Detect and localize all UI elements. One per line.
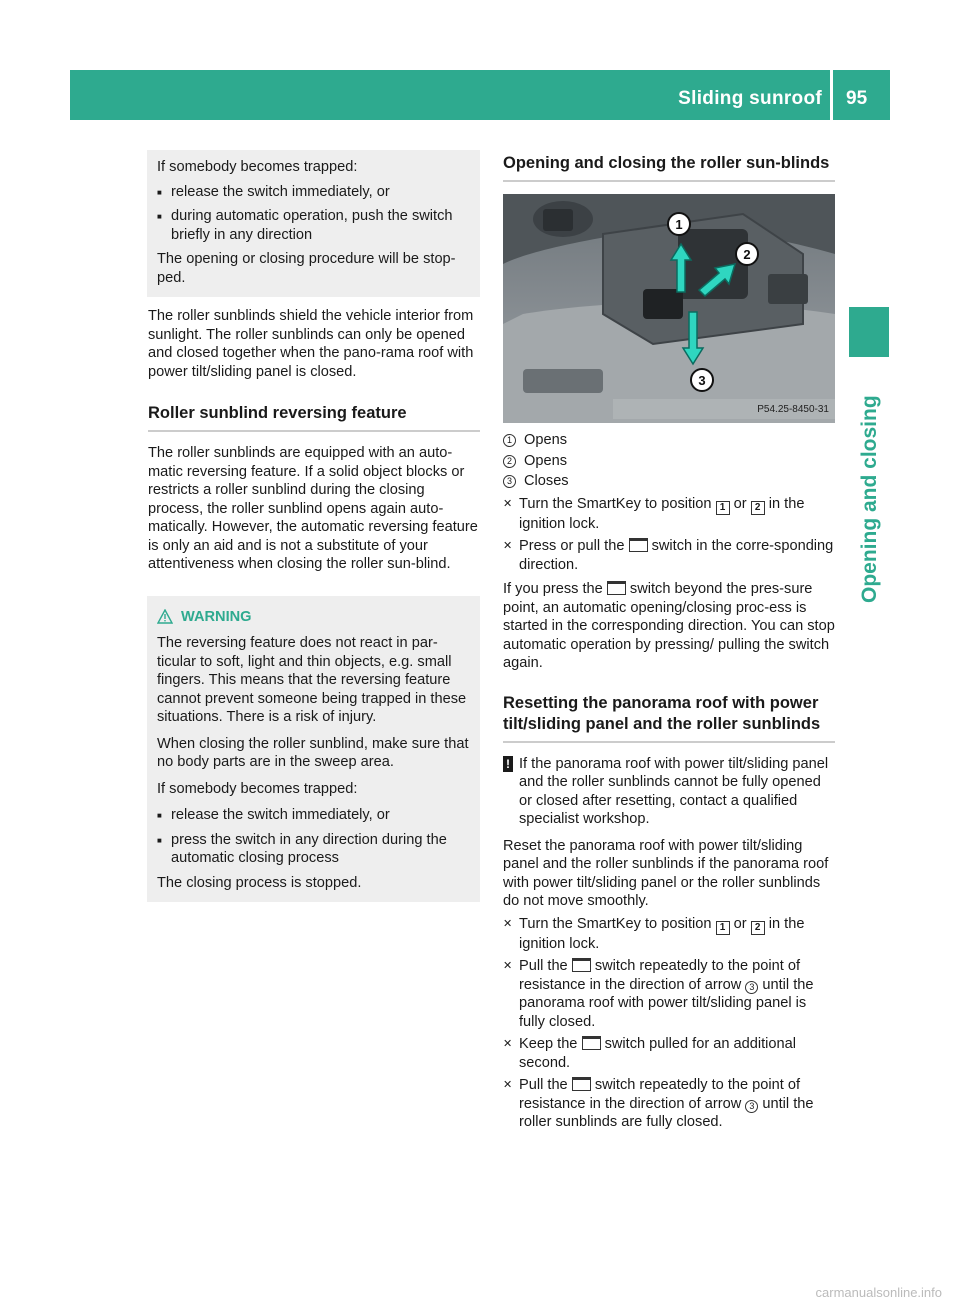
note-text: If the panorama roof with power tilt/sliding panel and the roller sunblinds cannot be fully opened or closed after resetting, contact a qualified specialist workshop. — [519, 755, 829, 827]
instruction-step — [503, 495, 835, 534]
step-text: Turn the SmartKey to position — [519, 495, 712, 512]
instruction-step — [503, 915, 835, 954]
instruction-step — [503, 537, 835, 574]
side-chapter-label: Opening and closing — [858, 395, 881, 603]
switch-icon — [607, 581, 626, 595]
step-text: Pull the — [519, 958, 568, 974]
step-text: in the ignition lock. — [519, 915, 805, 952]
legend-item — [503, 472, 835, 491]
trapped-bullet: ■ during automatic operation, push the switch briefly in any direction — [157, 207, 470, 244]
callout-3 — [691, 369, 713, 391]
step-text: Turn the SmartKey to position — [519, 915, 712, 932]
reset-paragraph: Reset the panorama roof with power tilt/sliding panel and the roller sunblinds if the panorama roof with power tilt/sliding panel or the roller sunblinds do not move smoothly. — [503, 837, 829, 909]
left-column — [148, 150, 480, 902]
step-text: until the panorama roof with power tilt/sliding panel is fully closed. — [519, 976, 814, 1030]
warning-text: When closing the roller sunblind, make sure that no body parts are in the sweep area. — [157, 735, 469, 770]
step-text: switch pulled for an additional second. — [519, 1036, 797, 1071]
figure-code: P54.25-8450-31 — [757, 403, 829, 415]
legend-number: 2 — [503, 455, 516, 468]
arrow-number: 3 — [745, 1100, 758, 1113]
legend-text: Opens — [524, 432, 567, 448]
key-position-1: 1 — [716, 921, 730, 935]
warning-bullet: ■ press the switch in any direction during the automatic closing process — [157, 831, 470, 868]
legend-number: 3 — [503, 475, 516, 488]
step-text: Press or pull the — [519, 538, 625, 554]
switch-icon — [572, 1077, 591, 1091]
step-text: until the roller sunblinds are fully closed. — [519, 1095, 814, 1130]
reversing-paragraph: The roller sunblinds are equipped with an auto-matic reversing feature. If a solid object blocks or restricts a roller sunblind during the closing process, the roller sunblind opens again auto-matically. However, the automatic reversing feature is only an aid and is not a substitute of your attentiveness when closing the roller sun-blind. — [148, 445, 478, 572]
paragraph-text: If you press the — [503, 581, 603, 597]
watermark: carmanualsonline.info — [815, 1285, 942, 1300]
auto-operation-paragraph — [503, 580, 835, 673]
arrow-number: 3 — [745, 981, 758, 994]
legend-number: 1 — [503, 434, 516, 447]
roller-heading: Opening and closing the roller sun-blinds — [503, 153, 835, 182]
overhead-control-image — [503, 194, 835, 423]
trapped-info-box — [147, 150, 480, 297]
paragraph-text: switch beyond the pres-sure point, an automatic opening/closing proc-ess is started in the corresponding direction. You can stop automatic operation by pressing/ pulling the switch again. — [503, 581, 835, 671]
legend-item — [503, 452, 835, 471]
note-block — [503, 755, 835, 829]
trapped-intro: If somebody becomes trapped: — [157, 159, 358, 175]
warning-bullet: ■ release the switch immediately, or — [157, 806, 470, 825]
warning-triangle-icon — [157, 609, 173, 624]
trapped-outro: The opening or closing procedure will be stop-ped. — [157, 251, 456, 286]
key-position-1: 1 — [716, 501, 730, 515]
callout-1 — [668, 213, 690, 235]
step-text: Pull the — [519, 1077, 568, 1093]
step-text: switch repeatedly to the point of resistance in the direction of arrow — [519, 958, 801, 993]
step-text: or — [733, 915, 747, 932]
step-text: in the ignition lock. — [519, 495, 805, 532]
warning-text: The reversing feature does not react in par-ticular to soft, light and thin objects, e.g. small fingers. This means that the reversing feature cannot prevent someone being trapped in these situations. There is a risk of injury. — [157, 635, 467, 725]
side-tab-marker — [849, 307, 889, 357]
note-exclamation-icon: ! — [503, 756, 513, 772]
section-title: Sliding sunroof — [678, 88, 822, 109]
legend-text: Closes — [524, 473, 569, 489]
svg-text:2: 2 — [743, 247, 751, 262]
warning-text: The closing process is stopped. — [157, 874, 362, 891]
switch-icon — [582, 1036, 601, 1050]
trapped-bullet: ■ release the switch immediately, or — [157, 183, 470, 202]
callout-2 — [736, 243, 758, 265]
step-text: or — [733, 495, 747, 512]
instruction-step — [503, 1035, 835, 1072]
warning-box — [147, 596, 480, 903]
switch-icon — [629, 538, 648, 552]
svg-text:3: 3 — [698, 373, 706, 388]
key-position-2: 2 — [751, 501, 765, 515]
sunblind-paragraph: The roller sunblinds shield the vehicle interior from sunlight. The roller sunblinds can only be opened and closed together when the pano-rama roof with power tilt/sliding panel is closed. — [148, 308, 474, 380]
reversing-heading: Roller sunblind reversing feature — [148, 403, 480, 432]
overhead-control-figure — [503, 194, 835, 423]
step-text: Keep the — [519, 1036, 578, 1052]
svg-text:1: 1 — [675, 217, 683, 232]
resetting-heading: Resetting the panorama roof with power tilt/sliding panel and the roller sunblinds — [503, 693, 835, 743]
key-position-2: 2 — [751, 921, 765, 935]
header-divider — [830, 70, 833, 120]
right-column — [503, 153, 835, 1132]
warning-text: If somebody becomes trapped: — [157, 780, 358, 797]
step-text: switch repeatedly to the point of resistance in the direction of arrow — [519, 1077, 801, 1112]
legend-text: Opens — [524, 452, 567, 469]
page-number: 95 — [846, 88, 868, 109]
instruction-step — [503, 957, 835, 1031]
warning-title-text: WARNING — [181, 608, 252, 625]
instruction-step — [503, 1076, 835, 1132]
legend-item — [503, 431, 835, 450]
switch-icon — [572, 958, 591, 972]
warning-title — [157, 608, 470, 627]
step-text: switch in the corre-sponding direction. — [519, 538, 834, 573]
